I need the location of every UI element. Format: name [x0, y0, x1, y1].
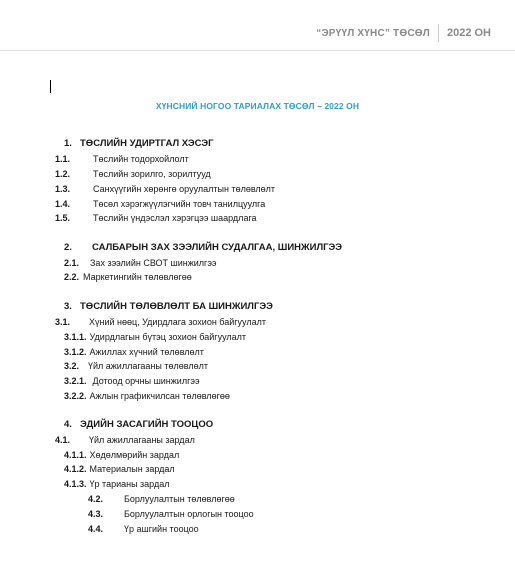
toc-line[interactable]	[64, 375, 200, 387]
toc-text: Материалын зардал	[89, 464, 175, 474]
toc-number: 3.2.2.	[64, 391, 87, 401]
toc-number: 4.	[64, 419, 72, 430]
toc-text: Хөдөлмөрийн зардал	[89, 450, 180, 460]
toc-number: 4.2.	[88, 494, 104, 504]
toc-section-heading[interactable]	[64, 419, 213, 431]
toc-text: Төслийн тодорхойлолт	[93, 154, 189, 164]
toc-section-heading[interactable]	[64, 301, 273, 313]
toc-line[interactable]	[64, 346, 204, 358]
toc-line[interactable]	[64, 478, 170, 490]
toc-text: ТӨСЛИЙН ТӨЛӨВЛӨЛТ БА ШИНЖИЛГЭЭ	[80, 301, 273, 312]
toc-text: Үйл ажиллагааны төлөвлөлт	[88, 361, 208, 371]
toc-line[interactable]	[55, 198, 265, 210]
toc-text: САЛБАРЫН ЗАХ ЗЭЭЛИЙН СУДАЛГАА, ШИНЖИЛГЭЭ	[92, 242, 343, 253]
header-document-title: “ЭРҮҮЛ ХҮНС” ТӨСӨЛ	[316, 27, 430, 39]
toc-section-heading[interactable]	[64, 138, 213, 150]
toc-line[interactable]	[64, 331, 246, 343]
toc-number: 4.1.2.	[64, 464, 87, 474]
toc-number: 2.2.	[64, 272, 80, 282]
toc-number: 1.2.	[55, 169, 71, 179]
toc-number: 4.1.	[55, 435, 71, 445]
toc-line[interactable]	[55, 168, 211, 180]
toc-number: 3.1.1.	[64, 332, 87, 342]
toc-number: 1.3.	[55, 184, 71, 194]
toc-text: Зах зээлийн СВОТ шинжилгээ	[90, 258, 217, 268]
toc-number: 4.4.	[88, 524, 104, 534]
toc-number: 2.	[64, 242, 72, 253]
toc-number: 4.1.3.	[64, 479, 87, 489]
toc-line[interactable]	[88, 508, 254, 520]
toc-line[interactable]	[55, 434, 195, 446]
toc-text: Төслийн зорилго, зорилтууд	[93, 169, 211, 179]
page-header	[316, 24, 515, 42]
toc-number: 1.	[64, 138, 72, 149]
toc-line[interactable]	[88, 523, 199, 535]
toc-line[interactable]	[64, 257, 217, 269]
toc-text: ЭДИЙН ЗАСАГИЙН ТООЦОО	[80, 419, 214, 430]
toc-text: Үйл ажиллагааны зардал	[89, 435, 195, 445]
toc-line[interactable]	[64, 390, 230, 402]
toc-text: Борлуулалтын орлогын тооцоо	[124, 509, 254, 519]
document-title[interactable]: ХҮНСНИЙ НОГОО ТАРИАЛАХ ТӨСӨЛ – 2022 ОН	[155, 101, 360, 111]
toc-text: Төсөл хэрэгжүүлэгчийн товч танилцуулга	[93, 199, 266, 209]
toc-line[interactable]	[55, 183, 275, 195]
toc-text: ТӨСЛИЙН УДИРТГАЛ ХЭСЭГ	[80, 138, 214, 149]
toc-text: Ажиллах хүчний төлөвлөлт	[89, 347, 204, 357]
toc-text: Санхүүгийн хөрөнгө оруулалтын төлөвлөлт	[93, 184, 276, 194]
toc-text: Үр ашгийн тооцоо	[124, 524, 199, 534]
toc-line[interactable]	[64, 463, 175, 475]
toc-text: Хүний нөөц, Удирдлага зохион байгуулалт	[89, 317, 266, 327]
toc-text: Үр тарианы зардал	[89, 479, 170, 489]
toc-text: Удирдлагын бүтэц зохион байгуулалт	[89, 332, 247, 342]
toc-section-heading[interactable]	[64, 242, 342, 254]
toc-text: Төслийн үндэслэл хэрэгцээ шаардлага	[93, 213, 257, 223]
toc-number: 1.1.	[55, 154, 71, 164]
header-year: 2022 ОН	[446, 27, 491, 39]
toc-text: Маркетингийн төлөвлөгөө	[83, 272, 192, 282]
toc-text: Дотоод орчны шинжилгээ	[92, 376, 200, 386]
toc-number: 4.3.	[88, 509, 104, 519]
toc-number: 4.1.1.	[64, 450, 87, 460]
toc-line[interactable]	[64, 271, 192, 283]
toc-number: 3.	[64, 301, 72, 312]
toc-number: 3.1.2.	[64, 347, 87, 357]
toc-line[interactable]	[88, 493, 235, 505]
toc-line[interactable]	[64, 449, 179, 461]
toc-text: Ажлын графикчилсан төлөвлөгөө	[89, 391, 230, 401]
toc-number: 1.5.	[55, 213, 71, 223]
toc-line[interactable]	[55, 212, 257, 224]
toc-number: 3.1.	[55, 317, 71, 327]
toc-text: Борлуулалтын төлөвлөгөө	[124, 494, 235, 504]
toc-number: 3.2.1.	[64, 376, 87, 386]
toc-line[interactable]	[55, 316, 266, 328]
toc-line[interactable]	[64, 360, 208, 372]
toc-number: 3.2.	[64, 361, 80, 371]
toc-number: 2.1.	[64, 258, 80, 268]
toc-line[interactable]	[55, 153, 189, 165]
header-border	[0, 50, 515, 51]
text-cursor	[50, 80, 51, 93]
toc-number: 1.4.	[55, 199, 71, 209]
